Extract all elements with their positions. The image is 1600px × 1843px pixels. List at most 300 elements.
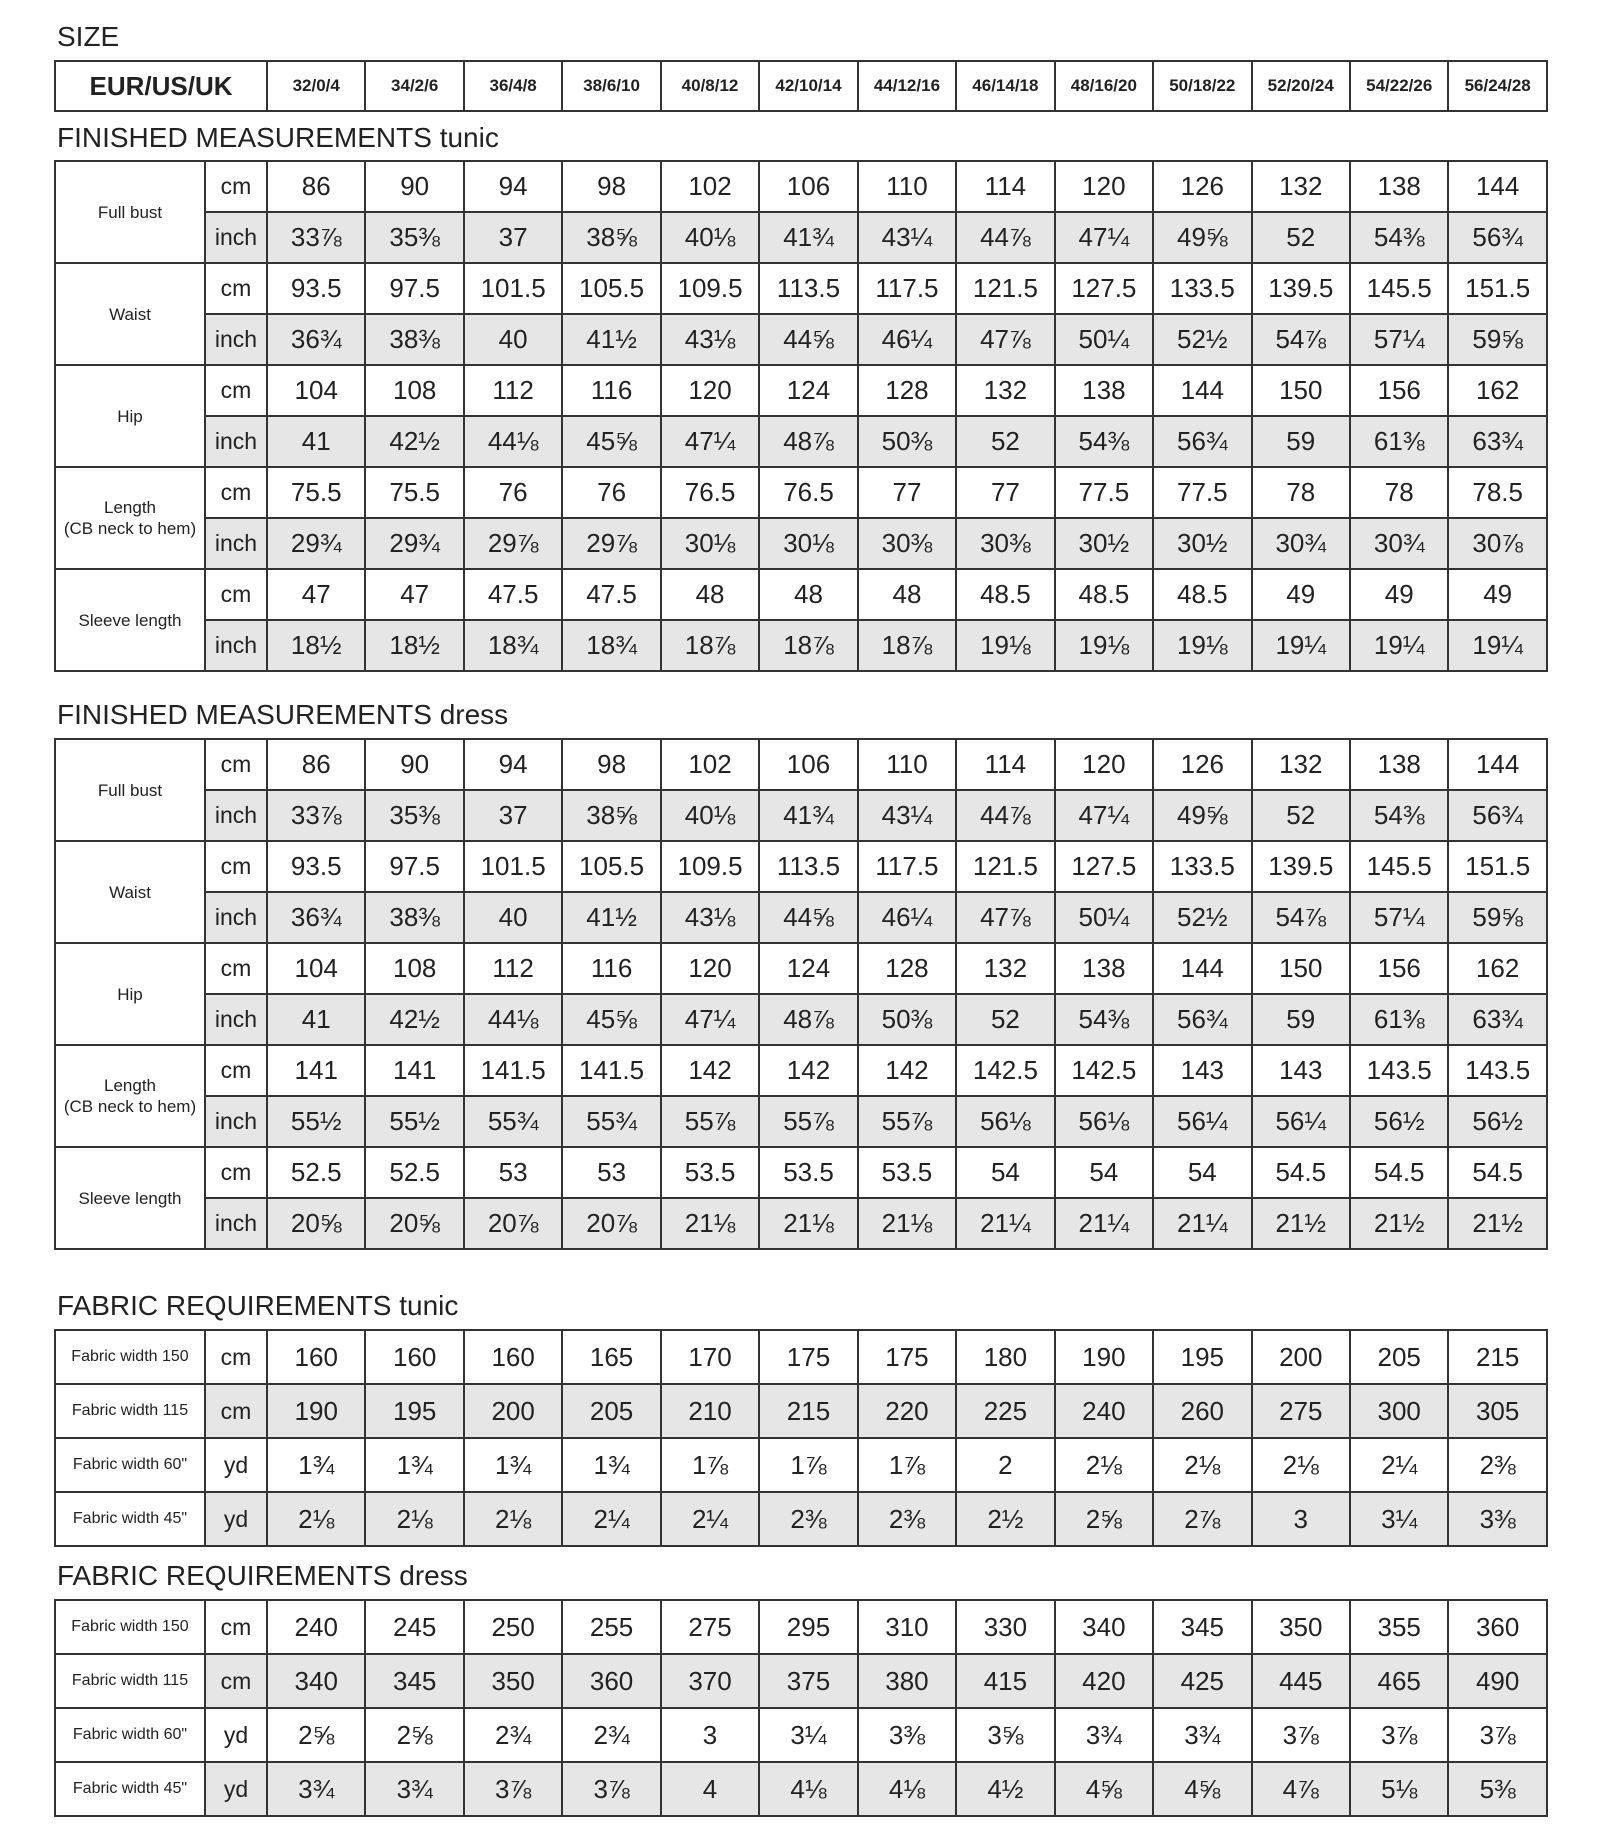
value-cell: 1¾ [464,1438,562,1492]
value-cell: 19⅛ [1153,620,1251,671]
measurement-label-text: Waist [109,882,151,902]
value-cell: 132 [956,943,1054,994]
value-cell: 48.5 [956,569,1054,620]
value-cell: 170 [661,1330,759,1384]
size-cell: 38/6/10 [562,61,660,111]
value-cell: 350 [1252,1600,1350,1654]
measurement-row-cm [55,569,1547,620]
value-cell: 30⅛ [759,518,857,569]
value-cell: 160 [267,1330,365,1384]
value-cell: 144 [1153,365,1251,416]
value-cell: 2⅜ [1448,1438,1546,1492]
value-cell: 2⅛ [1252,1438,1350,1492]
value-cell: 2¼ [562,1492,660,1546]
value-cell: 165 [562,1330,660,1384]
value-cell: 215 [1448,1330,1546,1384]
value-cell: 102 [661,739,759,790]
value-cell: 47 [365,569,463,620]
value-cell: 305 [1448,1384,1546,1438]
value-cell: 30⅜ [956,518,1054,569]
value-cell: 3⅞ [1448,1708,1546,1762]
measurement-label [55,739,205,841]
value-cell: 114 [956,739,1054,790]
value-cell: 3¾ [267,1762,365,1816]
measurement-label [55,263,205,365]
measurement-label [55,365,205,467]
value-cell: 61⅜ [1350,416,1448,467]
value-cell: 56¾ [1153,416,1251,467]
value-cell: 3⅞ [1252,1708,1350,1762]
unit-cell: cm [205,365,267,416]
measurement-row-inch [55,1096,1547,1147]
value-cell: 2¾ [464,1708,562,1762]
value-cell: 30⅛ [661,518,759,569]
value-cell: 151.5 [1448,841,1546,892]
value-cell: 97.5 [365,841,463,892]
value-cell: 45⅝ [562,416,660,467]
value-cell: 4⅛ [858,1762,956,1816]
unit-cell: cm [205,841,267,892]
value-cell: 37 [464,212,562,263]
value-cell: 59⅝ [1448,892,1546,943]
value-cell: 205 [1350,1330,1448,1384]
unit-cell: inch [205,518,267,569]
value-cell: 41¾ [759,790,857,841]
value-cell: 55¾ [562,1096,660,1147]
value-cell: 41½ [562,892,660,943]
value-cell: 120 [661,365,759,416]
value-cell: 50¼ [1055,314,1153,365]
value-cell: 2½ [956,1492,1054,1546]
value-cell: 94 [464,161,562,212]
value-cell: 78 [1350,467,1448,518]
value-cell: 112 [464,365,562,416]
value-cell: 59 [1252,994,1350,1045]
value-cell: 19⅛ [1055,620,1153,671]
measurement-row-inch [55,790,1547,841]
value-cell: 3¾ [365,1762,463,1816]
value-cell: 143.5 [1350,1045,1448,1096]
value-cell: 104 [267,365,365,416]
measurement-row-inch [55,518,1547,569]
value-cell: 86 [267,161,365,212]
value-cell: 90 [365,161,463,212]
value-cell: 56¾ [1153,994,1251,1045]
value-cell: 355 [1350,1600,1448,1654]
value-cell: 44⅝ [759,892,857,943]
size-row [55,61,1547,111]
unit-cell: yd [205,1492,267,1546]
value-cell: 142.5 [1055,1045,1153,1096]
value-cell: 63¾ [1448,416,1546,467]
size-cell: 34/2/6 [365,61,463,111]
measurement-label [55,841,205,943]
value-cell: 121.5 [956,841,1054,892]
value-cell: 75.5 [267,467,365,518]
value-cell: 43⅛ [661,892,759,943]
value-cell: 54⅜ [1350,790,1448,841]
value-cell: 340 [1055,1600,1153,1654]
size-cell: 56/24/28 [1448,61,1546,111]
value-cell: 139.5 [1252,841,1350,892]
value-cell: 104 [267,943,365,994]
value-cell: 77 [956,467,1054,518]
fabric-width-label: Fabric width 150 [55,1330,205,1384]
value-cell: 46¼ [858,892,956,943]
value-cell: 360 [1448,1600,1546,1654]
value-cell: 54⅜ [1055,994,1153,1045]
fabric-width-label: Fabric width 45" [55,1762,205,1816]
value-cell: 49⅝ [1153,790,1251,841]
value-cell: 55⅞ [661,1096,759,1147]
fabric-width-label: Fabric width 60" [55,1708,205,1762]
value-cell: 41¾ [759,212,857,263]
value-cell: 47¼ [1055,790,1153,841]
unit-cell: yd [205,1708,267,1762]
value-cell: 98 [562,739,660,790]
value-cell: 19¼ [1252,620,1350,671]
value-cell: 120 [661,943,759,994]
value-cell: 18¾ [464,620,562,671]
value-cell: 350 [464,1654,562,1708]
value-cell: 195 [1153,1330,1251,1384]
value-cell: 54 [956,1147,1054,1198]
value-cell: 138 [1055,943,1153,994]
value-cell: 4⅞ [1252,1762,1350,1816]
value-cell: 101.5 [464,841,562,892]
value-cell: 210 [661,1384,759,1438]
measurement-row-inch [55,994,1547,1045]
value-cell: 56¼ [1153,1096,1251,1147]
value-cell: 49 [1448,569,1546,620]
value-cell: 141 [365,1045,463,1096]
value-cell: 38⅜ [365,892,463,943]
value-cell: 47.5 [464,569,562,620]
measurement-row-cm [55,841,1547,892]
value-cell: 53.5 [759,1147,857,1198]
value-cell: 35⅜ [365,212,463,263]
measurement-row-inch [55,314,1547,365]
value-cell: 133.5 [1153,841,1251,892]
value-cell: 29⅞ [464,518,562,569]
value-cell: 445 [1252,1654,1350,1708]
value-cell: 47¼ [1055,212,1153,263]
fabric-width-label: Fabric width 60" [55,1438,205,1492]
value-cell: 21½ [1448,1198,1546,1249]
measurement-label [55,1147,205,1249]
value-cell: 150 [1252,943,1350,994]
fabric-row [55,1492,1547,1546]
unit-cell: cm [205,1654,267,1708]
value-cell: 425 [1153,1654,1251,1708]
value-cell: 50⅜ [858,994,956,1045]
value-cell: 116 [562,365,660,416]
value-cell: 132 [1252,739,1350,790]
value-cell: 19¼ [1448,620,1546,671]
value-cell: 48⅞ [759,994,857,1045]
unit-cell: cm [205,1600,267,1654]
value-cell: 133.5 [1153,263,1251,314]
unit-cell: inch [205,994,267,1045]
value-cell: 141 [267,1045,365,1096]
value-cell: 38⅝ [562,790,660,841]
value-cell: 4⅝ [1153,1762,1251,1816]
value-cell: 30¾ [1252,518,1350,569]
value-cell: 2 [956,1438,1054,1492]
value-cell: 2⅛ [464,1492,562,1546]
unit-cell: inch [205,620,267,671]
value-cell: 55⅞ [759,1096,857,1147]
value-cell: 77 [858,467,956,518]
value-cell: 3¾ [1055,1708,1153,1762]
value-cell: 195 [365,1384,463,1438]
value-cell: 240 [1055,1384,1153,1438]
value-cell: 50⅜ [858,416,956,467]
value-cell: 150 [1252,365,1350,416]
size-cell: 44/12/16 [858,61,956,111]
measurement-label [55,161,205,263]
value-cell: 55½ [267,1096,365,1147]
value-cell: 59⅝ [1448,314,1546,365]
measurement-row-inch [55,416,1547,467]
value-cell: 345 [1153,1600,1251,1654]
value-cell: 275 [661,1600,759,1654]
value-cell: 43¼ [858,212,956,263]
value-cell: 2¾ [562,1708,660,1762]
value-cell: 40⅛ [661,212,759,263]
value-cell: 3⅞ [562,1762,660,1816]
value-cell: 2⅛ [365,1492,463,1546]
value-cell: 2⅛ [1055,1438,1153,1492]
value-cell: 93.5 [267,841,365,892]
value-cell: 52 [956,416,1054,467]
size-header-cell: EUR/US/UK [55,61,267,111]
value-cell: 47 [267,569,365,620]
value-cell: 44⅞ [956,790,1054,841]
unit-cell: cm [205,739,267,790]
value-cell: 97.5 [365,263,463,314]
dress-fabric-table [54,1599,1548,1817]
value-cell: 126 [1153,161,1251,212]
value-cell: 250 [464,1600,562,1654]
unit-cell: inch [205,212,267,263]
value-cell: 46¼ [858,314,956,365]
value-cell: 109.5 [661,841,759,892]
value-cell: 49⅝ [1153,212,1251,263]
value-cell: 18⅞ [759,620,857,671]
value-cell: 18¾ [562,620,660,671]
value-cell: 3 [661,1708,759,1762]
size-cell: 40/8/12 [661,61,759,111]
value-cell: 35⅜ [365,790,463,841]
fabric-row [55,1600,1547,1654]
unit-cell: cm [205,161,267,212]
value-cell: 160 [464,1330,562,1384]
value-cell: 260 [1153,1384,1251,1438]
value-cell: 18½ [365,620,463,671]
value-cell: 370 [661,1654,759,1708]
value-cell: 3⅞ [464,1762,562,1816]
value-cell: 144 [1448,739,1546,790]
value-cell: 43¼ [858,790,956,841]
value-cell: 345 [365,1654,463,1708]
tunic-measurements-table [54,160,1548,672]
measurement-row-inch [55,1198,1547,1249]
value-cell: 180 [956,1330,1054,1384]
value-cell: 141.5 [464,1045,562,1096]
value-cell: 48 [759,569,857,620]
value-cell: 108 [365,365,463,416]
value-cell: 30⅜ [858,518,956,569]
value-cell: 126 [1153,739,1251,790]
value-cell: 190 [1055,1330,1153,1384]
value-cell: 3⅜ [858,1708,956,1762]
value-cell: 1¾ [267,1438,365,1492]
value-cell: 21⅛ [759,1198,857,1249]
value-cell: 36¾ [267,314,365,365]
value-cell: 1⅞ [661,1438,759,1492]
measurement-row-cm [55,467,1547,518]
value-cell: 47⅞ [956,314,1054,365]
value-cell: 20⅞ [562,1198,660,1249]
value-cell: 48⅞ [759,416,857,467]
value-cell: 53 [464,1147,562,1198]
value-cell: 142 [661,1045,759,1096]
value-cell: 295 [759,1600,857,1654]
value-cell: 117.5 [858,841,956,892]
value-cell: 52 [956,994,1054,1045]
value-cell: 54.5 [1252,1147,1350,1198]
value-cell: 144 [1153,943,1251,994]
value-cell: 30¾ [1350,518,1448,569]
unit-cell: inch [205,416,267,467]
value-cell: 112 [464,943,562,994]
fabric-row [55,1708,1547,1762]
value-cell: 93.5 [267,263,365,314]
value-cell: 37 [464,790,562,841]
value-cell: 490 [1448,1654,1546,1708]
value-cell: 142.5 [956,1045,1054,1096]
value-cell: 143.5 [1448,1045,1546,1096]
fabric-row [55,1384,1547,1438]
value-cell: 205 [562,1384,660,1438]
value-cell: 128 [858,365,956,416]
value-cell: 105.5 [562,841,660,892]
value-cell: 47⅞ [956,892,1054,943]
value-cell: 145.5 [1350,841,1448,892]
value-cell: 44⅛ [464,994,562,1045]
value-cell: 162 [1448,943,1546,994]
value-cell: 2⅝ [365,1708,463,1762]
value-cell: 30½ [1055,518,1153,569]
value-cell: 77.5 [1153,467,1251,518]
value-cell: 21¼ [956,1198,1054,1249]
value-cell: 3¾ [1153,1708,1251,1762]
value-cell: 124 [759,943,857,994]
value-cell: 245 [365,1600,463,1654]
value-cell: 142 [858,1045,956,1096]
value-cell: 54 [1153,1147,1251,1198]
value-cell: 124 [759,365,857,416]
value-cell: 2⅛ [1153,1438,1251,1492]
unit-cell: cm [205,569,267,620]
unit-cell: inch [205,790,267,841]
value-cell: 48 [858,569,956,620]
measurement-row-cm [55,263,1547,314]
value-cell: 48.5 [1055,569,1153,620]
fabric-width-label: Fabric width 115 [55,1654,205,1708]
size-cell: 32/0/4 [267,61,365,111]
value-cell: 110 [858,161,956,212]
value-cell: 77.5 [1055,467,1153,518]
measurement-row-cm [55,365,1547,416]
value-cell: 275 [1252,1384,1350,1438]
value-cell: 175 [759,1330,857,1384]
measurement-label-text: Length [104,1076,156,1095]
tunic-fabric-table [54,1329,1548,1547]
value-cell: 5⅛ [1350,1762,1448,1816]
value-cell: 56½ [1448,1096,1546,1147]
value-cell: 20⅝ [267,1198,365,1249]
value-cell: 4⅝ [1055,1762,1153,1816]
value-cell: 75.5 [365,467,463,518]
unit-cell: inch [205,1198,267,1249]
value-cell: 54.5 [1350,1147,1448,1198]
value-cell: 47¼ [661,416,759,467]
value-cell: 3⅞ [1350,1708,1448,1762]
value-cell: 20⅝ [365,1198,463,1249]
value-cell: 86 [267,739,365,790]
value-cell: 42½ [365,416,463,467]
value-cell: 50¼ [1055,892,1153,943]
size-cell: 46/14/18 [956,61,1054,111]
value-cell: 2⅛ [267,1492,365,1546]
value-cell: 18⅞ [661,620,759,671]
value-cell: 76.5 [661,467,759,518]
value-cell: 113.5 [759,841,857,892]
value-cell: 1¾ [562,1438,660,1492]
value-cell: 220 [858,1384,956,1438]
value-cell: 76 [562,467,660,518]
value-cell: 113.5 [759,263,857,314]
value-cell: 36¾ [267,892,365,943]
measurement-label-text: Full bust [97,780,163,800]
unit-cell: inch [205,892,267,943]
measurement-sublabel: (CB neck to hem) [63,519,197,538]
unit-cell: cm [205,1384,267,1438]
size-cell: 42/10/14 [759,61,857,111]
value-cell: 1⅞ [858,1438,956,1492]
value-cell: 175 [858,1330,956,1384]
value-cell: 43⅛ [661,314,759,365]
value-cell: 142 [759,1045,857,1096]
value-cell: 48 [661,569,759,620]
unit-cell: cm [205,1045,267,1096]
value-cell: 3⅜ [1448,1492,1546,1546]
value-cell: 200 [1252,1330,1350,1384]
value-cell: 128 [858,943,956,994]
value-cell: 465 [1350,1654,1448,1708]
value-cell: 255 [562,1600,660,1654]
fabric-width-label: Fabric width 115 [55,1384,205,1438]
value-cell: 132 [1252,161,1350,212]
value-cell: 78 [1252,467,1350,518]
fabric-row [55,1330,1547,1384]
value-cell: 127.5 [1055,263,1153,314]
value-cell: 240 [267,1600,365,1654]
value-cell: 53.5 [858,1147,956,1198]
value-cell: 102 [661,161,759,212]
